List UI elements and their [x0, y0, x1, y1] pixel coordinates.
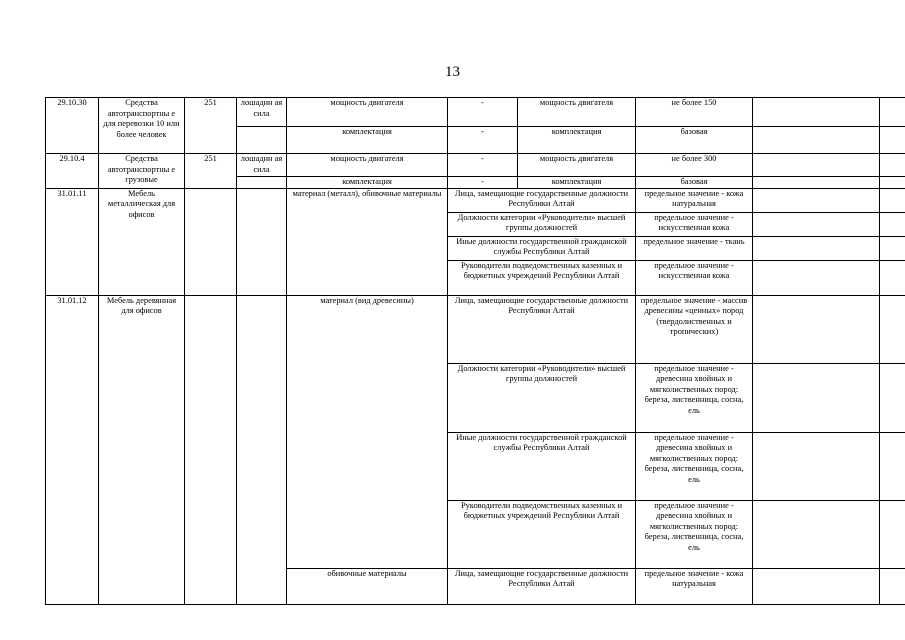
okei-code-cell: 251	[185, 98, 237, 154]
okpd-code-cell: 31.01.11	[46, 188, 99, 295]
table-row	[46, 188, 905, 212]
empty-cell	[880, 98, 905, 127]
value-cell: предельное значение - массив древесины «ценных» пород (твердолиственных и тропических)	[636, 295, 753, 363]
table-row	[46, 98, 905, 127]
empty-cell	[753, 98, 880, 127]
characteristic-cell: мощность двигателя	[518, 98, 636, 127]
position-category-cell: Должности категории «Руководители» высшей группы должностей	[448, 363, 636, 432]
characteristic-cell: комплектация	[518, 127, 636, 154]
empty-cell	[880, 295, 905, 363]
empty-cell	[753, 260, 880, 295]
empty-cell	[753, 188, 880, 212]
okei-code-cell	[185, 295, 237, 604]
position-category-cell: Лица, замещающие государственные должности Республики Алтай	[448, 295, 636, 363]
okei-code-cell: 251	[185, 154, 237, 189]
value-cell: -	[448, 154, 518, 177]
unit-cell	[237, 177, 287, 189]
empty-cell	[753, 236, 880, 260]
position-category-cell: Иные должности государственной гражданской службы Республики Алтай	[448, 236, 636, 260]
position-category-cell: Руководители подведомственных казенных и бюджетных учреждений Республики Алтай	[448, 260, 636, 295]
position-category-cell: Руководители подведомственных казенных и бюджетных учреждений Республики Алтай	[448, 500, 636, 568]
item-name-cell: Мебель металлическая для офисов	[99, 188, 185, 295]
okpd-code-cell: 31.01.12	[46, 295, 99, 604]
empty-cell	[753, 295, 880, 363]
value-cell: предельное значение - искусственная кожа	[636, 260, 753, 295]
table-row	[46, 295, 905, 363]
value-cell: предельное значение - древесина хвойных и мягколиственных пород: береза, лиственница, сосна, ель	[636, 500, 753, 568]
item-name-cell: Мебель деревянная для офисов	[99, 295, 185, 604]
page-number: 13	[445, 64, 460, 80]
value-cell: -	[448, 98, 518, 127]
okpd-code-cell: 29.10.30	[46, 98, 99, 154]
unit-cell: лошадин ая сила	[237, 154, 287, 177]
characteristic-cell: мощность двигателя	[518, 154, 636, 177]
empty-cell	[880, 212, 905, 236]
value-cell: предельное значение - искусственная кожа	[636, 212, 753, 236]
characteristic-cell: мощность двигателя	[287, 154, 448, 177]
empty-cell	[880, 188, 905, 212]
position-category-cell: Лица, замещающие государственные должности Республики Алтай	[448, 568, 636, 604]
empty-cell	[753, 127, 880, 154]
empty-cell	[880, 127, 905, 154]
characteristic-cell: обивочные материалы	[287, 568, 448, 604]
value-cell: предельное значение - кожа натуральная	[636, 188, 753, 212]
okei-code-cell	[185, 188, 237, 295]
empty-cell	[753, 212, 880, 236]
empty-cell	[753, 363, 880, 432]
characteristic-cell: мощность двигателя	[287, 98, 448, 127]
characteristic-cell: комплектация	[287, 127, 448, 154]
value-cell: базовая	[636, 127, 753, 154]
empty-cell	[753, 568, 880, 604]
table-row	[46, 154, 905, 177]
value-cell: -	[448, 127, 518, 154]
empty-cell	[880, 363, 905, 432]
position-category-cell: Иные должности государственной гражданской службы Республики Алтай	[448, 432, 636, 500]
empty-cell	[753, 500, 880, 568]
value-cell: -	[448, 177, 518, 189]
unit-cell	[237, 188, 287, 295]
empty-cell	[880, 154, 905, 177]
characteristic-cell: материал (металл), обивочные материалы	[287, 188, 448, 295]
empty-cell	[880, 177, 905, 189]
empty-cell	[753, 177, 880, 189]
value-cell: предельное значение - древесина хвойных и мягколиственных пород: береза, лиственница, сосна, ель	[636, 363, 753, 432]
unit-cell: лошадин ая сила	[237, 98, 287, 127]
unit-cell	[237, 127, 287, 154]
value-cell: предельное значение - древесина хвойных и мягколиственных пород: береза, лиственница, сосна, ель	[636, 432, 753, 500]
empty-cell	[753, 432, 880, 500]
value-cell: не более 150	[636, 98, 753, 127]
empty-cell	[880, 432, 905, 500]
empty-cell	[880, 260, 905, 295]
value-cell: базовая	[636, 177, 753, 189]
item-name-cell: Средства автотранспортны е для перевозки 10 или более человек	[99, 98, 185, 154]
characteristic-cell: комплектация	[518, 177, 636, 189]
empty-cell	[880, 568, 905, 604]
okpd-code-cell: 29.10.4	[46, 154, 99, 189]
characteristic-cell: комплектация	[287, 177, 448, 189]
position-category-cell: Лица, замещающие государственные должности Республики Алтай	[448, 188, 636, 212]
value-cell: не более 300	[636, 154, 753, 177]
characteristic-cell: материал (вид древесины)	[287, 295, 448, 568]
empty-cell	[880, 236, 905, 260]
position-category-cell: Должности категории «Руководители» высшей группы должностей	[448, 212, 636, 236]
value-cell: предельное значение - ткань	[636, 236, 753, 260]
value-cell: предельное значение - кожа натуральная	[636, 568, 753, 604]
item-name-cell: Средства автотранспортны е грузовые	[99, 154, 185, 189]
empty-cell	[880, 500, 905, 568]
requirements-table	[45, 97, 905, 605]
empty-cell	[753, 154, 880, 177]
unit-cell	[237, 295, 287, 604]
